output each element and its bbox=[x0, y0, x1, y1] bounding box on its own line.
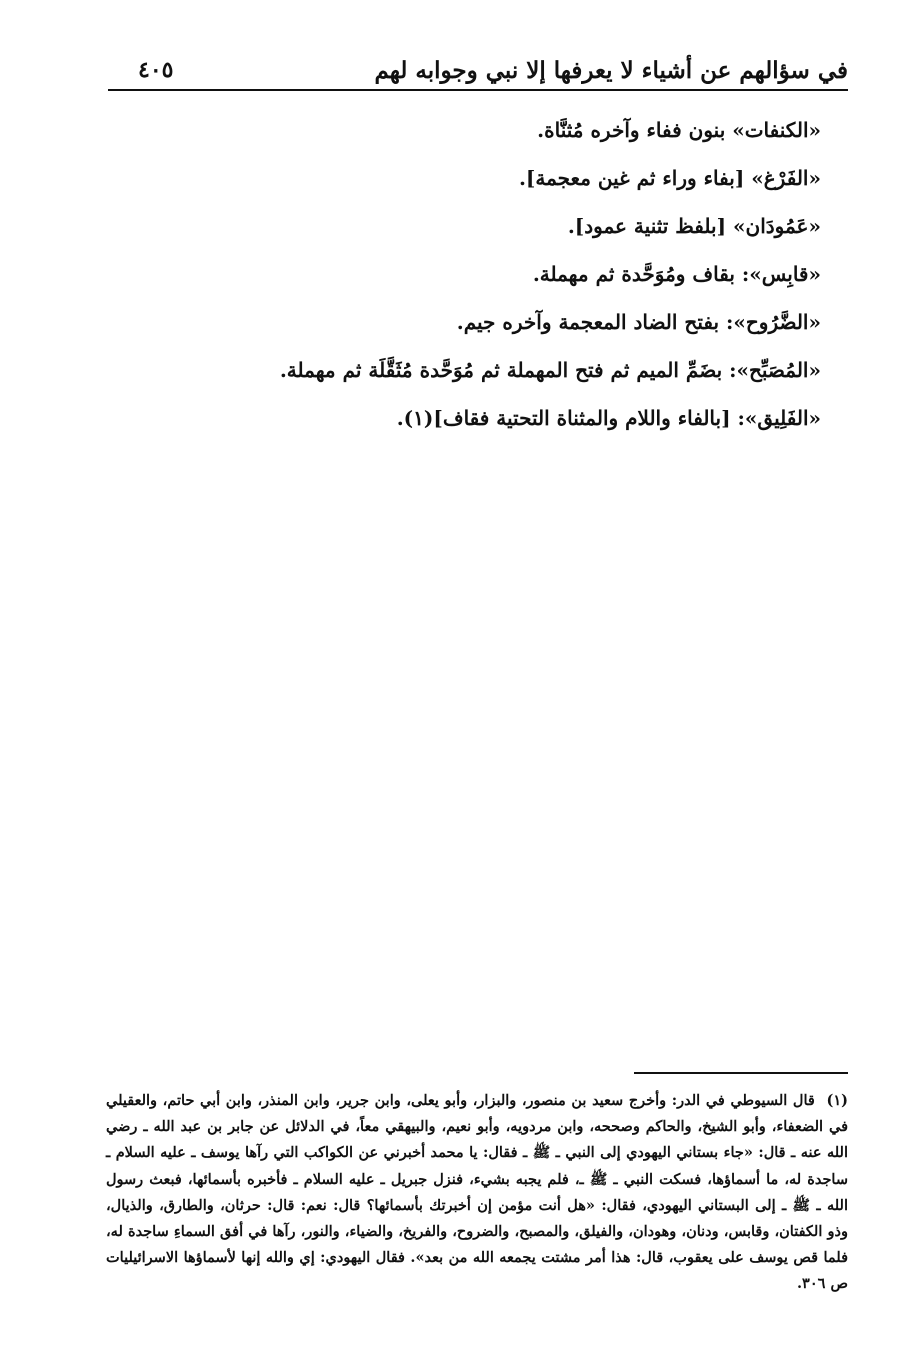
body-text bbox=[101, 106, 821, 442]
footnote-rule bbox=[634, 1072, 848, 1074]
footnote-marker: (١) bbox=[826, 1092, 848, 1109]
header-rule bbox=[108, 89, 848, 91]
body-line: «الضَّرُوح»: بفتح الضاد المعجمة وآخره جيم. bbox=[456, 310, 821, 334]
body-line: «الفَرْغ» [بفاء وراء ثم غين معجمة]. bbox=[518, 166, 821, 190]
body-line: «عَمُودَان» [بلفظ تثنية عمود]. bbox=[567, 214, 821, 238]
running-title: في سؤالهم عن أشياء لا يعرفها إلا نبي وجوابه لهم bbox=[374, 56, 848, 84]
page-number: ٤٠٥ bbox=[138, 57, 174, 83]
body-line: «المُصَبِّح»: بضَمِّ الميم ثم فتح المهملة ثم مُوَحَّدة مُثَقَّلَة ثم مهملة. bbox=[279, 358, 821, 382]
footnote-text: قال السيوطي في الدر: وأخرج سعيد بن منصور، والبزار، وأبو يعلى، وابن جرير، وابن المنذر، وابن أبي حاتم، والعقيلي في الضعفاء، وأبو الشيخ، والحاكم وصححه، وابن مردويه، وأبو نعيم، والبيهقي معاً، في الدلائل عن جابر بن عبد الله ـ رضي الله عنه ـ قال: «جاء بستاني اليهودي إلى النبي ـ ﷺ ـ فقال: يا محمد أخبرني عن الكواكب التي رآها يوسف ـ عليه السلام ـ ساجدة له، ما أسماؤها، فسكت النبي ـ ﷺ ـ، فلم يجبه بشيء، فنزل جبريل ـ عليه السلام ـ فأخبره بأسمائها، فبعث رسول الله ـ ﷺ ـ إلى البستاني اليهودي، فقال: «هل أنت مؤمن إن أخبرتك بأسمائها؟ قال: نعم: قال: حرثان، والطارق، والذيال، وذو الكفتان، وقابس، ودنان، وهودان، والفيلق، والمصبح، والضروح، والفريخ، والضياء، والنور، رآها في أفق السماءِ ساجدة له، فلما قص يوسف على يعقوب، قال: هذا أمر مشتت يجمعه الله من بعد». فقال اليهودي: إي والله إنها لأسماؤها الاسرائيليات ص ٣٠٦. bbox=[106, 1092, 848, 1293]
page-header bbox=[108, 52, 848, 88]
footnote bbox=[106, 1088, 848, 1298]
body-line: «الكنفات» بنون ففاء وآخره مُثنَّاة. bbox=[537, 118, 821, 142]
body-line: «الفَلِيق»: [بالفاء واللام والمثناة التحتية فقاف](١). bbox=[396, 406, 821, 430]
body-line: «قابِس»: بقاف ومُوَحَّدة ثم مهملة. bbox=[532, 262, 821, 286]
